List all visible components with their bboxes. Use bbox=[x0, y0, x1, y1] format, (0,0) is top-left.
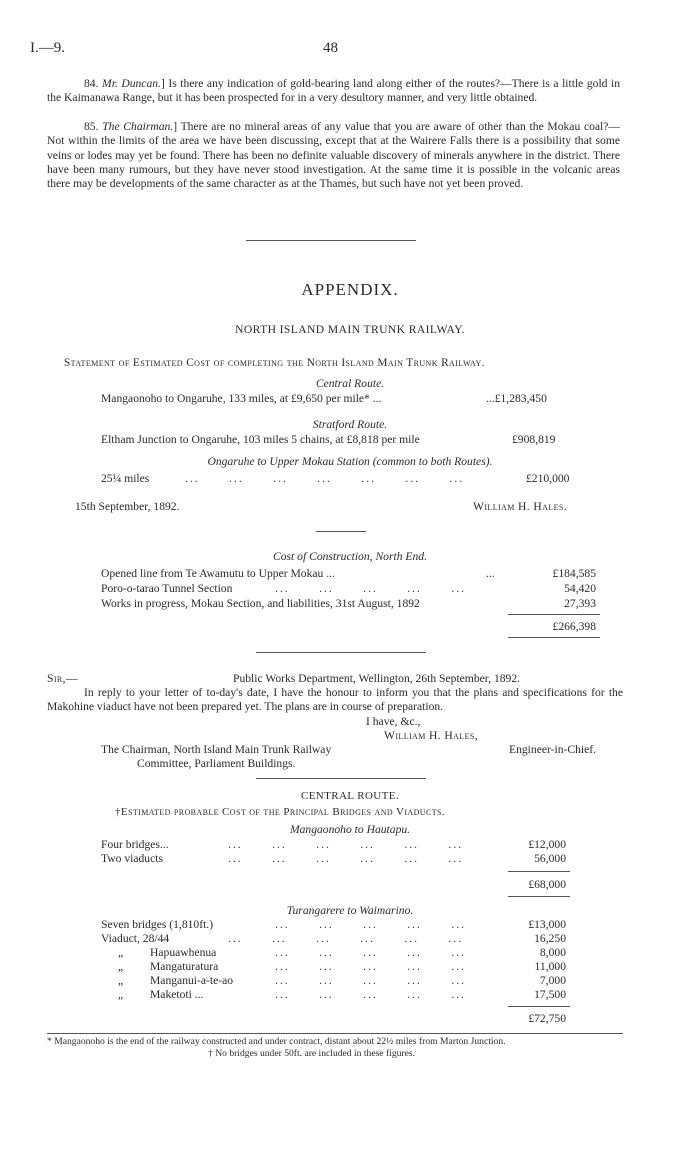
letter-signatory-title: Engineer-in-Chief. bbox=[509, 743, 597, 756]
bridge-row: Seven bridges (1,810ft.) bbox=[101, 918, 214, 931]
bridge-row: Two viaducts bbox=[101, 852, 163, 865]
bridge-amount: £12,000 bbox=[528, 838, 566, 851]
leader-dots: ... ... ... ... ... bbox=[275, 988, 467, 1001]
leader-dots: ... ... ... ... ... bbox=[275, 946, 467, 959]
north-end-row: Poro-o-tarao Tunnel Section bbox=[101, 582, 233, 595]
bridges-section-heading: Mangaonoho to Hautapu. bbox=[289, 823, 411, 836]
bridges-title: †Estimated probable Cost of the Principal Bridges and Viaducts. bbox=[115, 806, 445, 818]
bridge-amount: £13,000 bbox=[528, 918, 566, 931]
letter-body: In reply to your letter of to-day's date, I have the honour to inform you that the plans and specifications for the Makohine viaduct have not been prepared yet. The plans are in course of preparation. bbox=[47, 686, 623, 714]
north-end-total: £266,398 bbox=[552, 620, 596, 633]
bridge-amount: 17,500 bbox=[534, 988, 566, 1001]
leader-dots: ... ... ... ... ... ... bbox=[228, 932, 464, 945]
stratford-route-line: Eltham Junction to Ongaruhe, 103 miles 5 chains, at £8,818 per mile bbox=[101, 433, 420, 446]
north-end-amount: £184,585 bbox=[552, 567, 596, 580]
ditto-mark: „ bbox=[118, 946, 124, 959]
sum-rule bbox=[508, 637, 600, 638]
appendix-subtitle: NORTH ISLAND MAIN TRUNK RAILWAY. bbox=[235, 323, 465, 336]
central-route-line: Mangaonoho to Ongaruhe, 133 miles, at £9,650 per mile* ... bbox=[101, 392, 382, 405]
ditto-mark: „ bbox=[118, 988, 124, 1001]
footnote-dagger: † No bridges under 50ft. are included in these figures. bbox=[208, 1048, 416, 1059]
north-end-amount: 54,420 bbox=[564, 582, 596, 595]
north-end-row: Opened line from Te Awamutu to Upper Mokau ... bbox=[101, 567, 335, 580]
bridge-amount: 16,250 bbox=[534, 932, 566, 945]
statement-title: Statement of Estimated Cost of completing the North Island Main Trunk Railway. bbox=[64, 357, 485, 369]
question-84: 84. Mr. Duncan.] Is there any indication of gold-bearing land along either of the routes?—There is a little gold in the Kaimanawa Range, but it has been prospected for in a very desultory manner, and very little obtained. bbox=[47, 77, 621, 105]
divider bbox=[256, 778, 426, 779]
ditto-mark: „ bbox=[118, 960, 124, 973]
letter-signature: William H. Hales, bbox=[384, 729, 479, 742]
bridge-row: Maketoti ... bbox=[150, 988, 204, 1001]
north-end-row: Works in progress, Mokau Section, and liabilities, 31st August, 1892 bbox=[101, 597, 420, 610]
leader-dots: ... ... ... ... ... bbox=[275, 974, 467, 987]
bridge-amount: 56,000 bbox=[534, 852, 566, 865]
letter-address: Public Works Department, Wellington, 26th September, 1892. bbox=[233, 672, 521, 685]
page-number: 48 bbox=[323, 40, 338, 56]
letter-addressee: Committee, Parliament Buildings. bbox=[137, 757, 296, 770]
common-route-heading: Ongaruhe to Upper Mokau Station (common to both Routes). bbox=[207, 455, 493, 468]
letter-closing: I have, &c., bbox=[366, 715, 421, 728]
bridge-amount: 7,000 bbox=[539, 974, 566, 987]
central-route-amount: ...£1,283,450 bbox=[486, 392, 547, 405]
bridge-amount: 11,000 bbox=[534, 960, 566, 973]
stratford-route-heading: Stratford Route. bbox=[312, 418, 388, 431]
bridges-route: CENTRAL ROUTE. bbox=[300, 790, 400, 802]
bridge-total: £72,750 bbox=[528, 1012, 566, 1025]
leader-dots: ... ... ... ... ... bbox=[275, 918, 467, 931]
sum-rule bbox=[508, 1006, 570, 1007]
north-end-heading: Cost of Construction, North End. bbox=[273, 550, 427, 563]
common-route-line: 25¼ miles bbox=[101, 472, 150, 485]
bridge-row: Manganui-a-te-ao bbox=[150, 974, 234, 987]
central-route-heading: Central Route. bbox=[315, 377, 385, 390]
divider bbox=[246, 240, 416, 241]
sum-rule bbox=[508, 614, 600, 615]
statement-date: 15th September, 1892. bbox=[75, 500, 180, 513]
sum-rule bbox=[508, 896, 570, 897]
footnote-rule bbox=[47, 1033, 623, 1034]
bridge-total: £68,000 bbox=[528, 878, 566, 891]
document-code: I.—9. bbox=[30, 40, 65, 56]
bridge-row: Hapuawhenua bbox=[150, 946, 217, 959]
footnote-star: * Mangaonoho is the end of the railway constructed and under contract, distant about 22½ miles from Marton Junction. bbox=[47, 1036, 506, 1047]
question-85: 85. The Chairman.] There are no mineral areas of any value that you are aware of other than the Mokau coal?—Not within the limits of the area we have been discussing, except that at the Wairere Falls there is a possibility that some veins or lodes may yet be found. There has been no definite valuable discovery of minerals anywhere in the district. There have been many rumours, but they have never stood investigation. At the same time it is possible in the volcanic areas there may be developments of the same character as at the Thames, but such have not yet been proved. bbox=[47, 120, 620, 191]
bridge-row: Four bridges... bbox=[101, 838, 169, 851]
ditto-mark: „ bbox=[118, 974, 124, 987]
stratford-route-amount: £908,819 bbox=[512, 433, 556, 446]
bridge-amount: 8,000 bbox=[539, 946, 566, 959]
leader-dots: ... ... ... ... ... bbox=[275, 960, 467, 973]
divider bbox=[256, 652, 426, 653]
common-route-amount: £210,000 bbox=[526, 472, 570, 485]
letter-salutation: Sir,— bbox=[47, 672, 78, 685]
north-end-amount: 27,393 bbox=[564, 597, 596, 610]
bridge-row: Viaduct, 28/44 bbox=[101, 932, 170, 945]
divider bbox=[316, 531, 366, 532]
bridges-section-heading: Turangarere to Waimarino. bbox=[286, 904, 414, 917]
statement-signature: William H. Hales. bbox=[473, 500, 568, 513]
sum-rule bbox=[508, 871, 570, 872]
appendix-title: APPENDIX. bbox=[301, 280, 399, 299]
leader-dots: ... ... ... ... ... ... ... bbox=[185, 472, 465, 485]
leader-dots: ... ... ... ... ... bbox=[275, 582, 467, 595]
letter-addressee: The Chairman, North Island Main Trunk Railway bbox=[101, 743, 332, 756]
leader-dots: ... bbox=[486, 567, 495, 580]
bridge-row: Mangaturatura bbox=[150, 960, 219, 973]
leader-dots: ... ... ... ... ... ... bbox=[228, 852, 464, 865]
leader-dots: ... ... ... ... ... ... bbox=[228, 838, 464, 851]
